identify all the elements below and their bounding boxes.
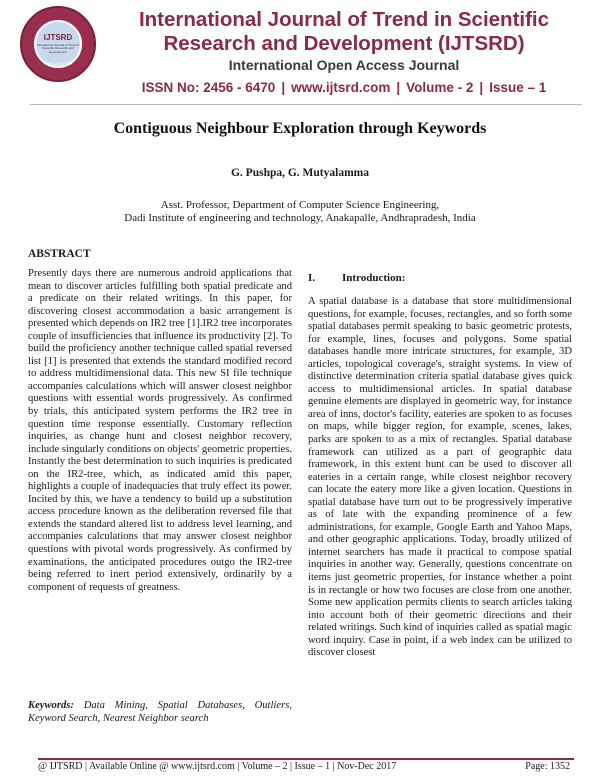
logo-issn: ISSN: 2456-6470 bbox=[44, 62, 72, 66]
footer-divider bbox=[38, 758, 574, 760]
introduction-text: A spatial database is a database that store multidimensional questions, for example, focuses, rectangles, and so forth some spatial databases permit speaking to basic geometric protests, for example, lines, focuses and polygons. Some spatial databases handle more intricate structures, for example, 3D articles, topological coverage's, straight systems. In view of distinctive determination criteria spatial database gives quick access to multidimensional articles. In spatial database genuine elements are displayed in geometric way, for instance area of inns, doctor's facility, eateries are spoken to as focuses on maps, while bigger region, for example, scenes, lakes, parks are spoken to as a mix of rectangles. Spatial database framework can utilized as a part of geographic data framework, in this extent hunt can be used to discover all eateries in a certain range, while closest neighbor recovery can locate the eatery more like a given location. Questions in spatial database have turn out to be progressively imperative as of late with the expanding prominence of a few administrations, for example, Google Earth and Yahoo Maps, and other geographic applications. Today, broadly utilized of internet searchers has made it practical to compose spatial inquiries in another way. Generally, questions concentrate on items just geometric properties, for instance whether a point is in rectangle or how two focuses are close from one another. Some new application permits clients to search articles taking into account both of their geometric directions and their related writings. Such kind of inquiries called as spatial magic word inquiry. Case in point, if a web index can be utilized to discover closest bbox=[308, 296, 572, 659]
issue: Issue – 1 bbox=[489, 80, 547, 95]
footer-info: @ IJTSRD | Available Online @ www.ijtsrd.com | Volume – 2 | Issue – 1 | Nov-Dec 2017 bbox=[38, 761, 397, 772]
logo-journal-name: International Journal of Trend in Scientific Research and Development bbox=[36, 43, 80, 54]
paper-authors: G. Pushpa, G. Mutyalamma bbox=[230, 167, 369, 179]
keywords-text: Data Mining, Spatial Databases, Outliers, Keyword Search, Nearest Neighbor search bbox=[28, 700, 292, 724]
section-number: I. bbox=[308, 272, 316, 284]
logo-emblem bbox=[34, 20, 82, 68]
abstract-heading: ABSTRACT bbox=[28, 248, 91, 260]
keywords-label: Keywords bbox=[28, 700, 71, 711]
journal-title-line1: International Journal of Trend in Scientific bbox=[138, 8, 550, 31]
logo-abbr: IJTSRD bbox=[43, 33, 73, 43]
issn-bar: ISSN No: 2456 - 6470 | www.ijtsrd.com | Volume - 2 | Issue – 1 bbox=[141, 80, 547, 95]
abstract-text: Presently days there are numerous android applications that mean to discover articles fulfilling both spatial predicate and a predicate on their related writings. In this paper, for discovering closest accommodation a basic arrangement is presented which depends on IR2 tree [1].IR2 tree incorporates couple of insufficiencies that influence its productivity [2]. To build the proficiency another technique called spatial reversed list [1] is presented that extends the standard modified record to address multidimensional data. This new SI file technique accompanies calculations which will answer closest neighbor questions with essential words progressively. As confirmed by trials, this anticipated system performs the IR2 tree in question time response essentially. Customary reflection inquiries, as change hunt and closest neighbor recovery, include singularly conditions on objects' geometric properties. Instantly the best determination to such inquiries is predicated on the IR2-tree, which, as indicated amid this paper, highlights a couple of inadequacies that truly effect its power. Incited by this, we have a tendency to build up a substitution access procedure known as the deliberation reversed file that extends the standard altered list to address level learning, and accompanies calculations that may answer closest neighbor questions with pivotal words progressively. As confirmed by examinations, the anticipated procedures outgo the IR2-tree being referred to inert period extensively, ordinarily by a component of requests of greatness. bbox=[28, 268, 292, 593]
volume: Volume - 2 bbox=[406, 80, 474, 95]
header-divider bbox=[30, 104, 582, 105]
paper-title: Contiguous Neighbour Exploration through Keywords bbox=[113, 120, 487, 137]
affiliation-line2: Dadi Institute of engineering and technology, Anakapalle, Andhrapradesh, India bbox=[124, 212, 476, 224]
issn-number: ISSN No: 2456 - 6470 bbox=[141, 80, 276, 95]
section-title: Introduction: bbox=[342, 272, 406, 284]
journal-subtitle: International Open Access Journal bbox=[228, 57, 460, 73]
page-number: Page: 1352 bbox=[525, 761, 570, 772]
journal-header bbox=[0, 0, 600, 106]
affiliation-line1: Asst. Professor, Department of Computer Science Engineering, bbox=[160, 199, 440, 211]
journal-website[interactable]: www.ijtsrd.com bbox=[291, 80, 391, 95]
journal-logo bbox=[20, 6, 96, 82]
paper-affiliation bbox=[0, 199, 600, 225]
journal-title bbox=[104, 8, 584, 56]
keywords: Keywords: Data Mining, Spatial Databases, Outliers, Keyword Search, Nearest Neighbor search bbox=[28, 700, 292, 724]
introduction-heading bbox=[308, 272, 405, 284]
journal-title-line2: Research and Development (IJTSRD) bbox=[163, 32, 525, 55]
